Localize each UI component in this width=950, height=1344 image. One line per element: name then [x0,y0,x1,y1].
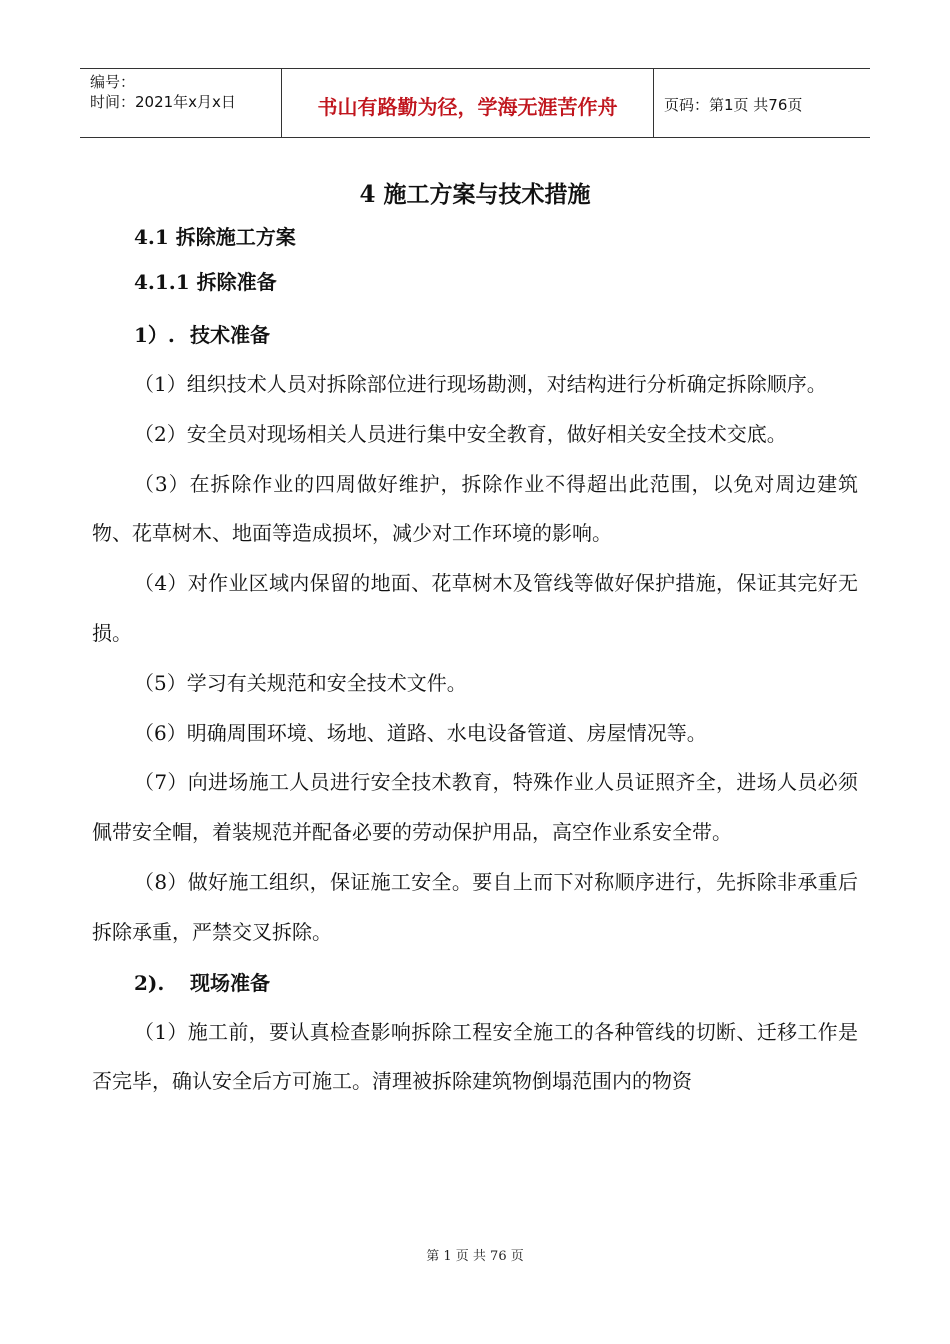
block-number: 2). [134,970,165,995]
header-motto: 书山有路勤为径，学海无涯苦作舟 [282,69,654,137]
subsection-heading: 4.1.1 拆除准备 [134,270,277,294]
paragraph: （3）在拆除作业的四周做好维护，拆除作业不得超出此范围，以免对周边建筑物、花草树木、地面等造成损坏，减少对工作环境的影响。 [92,471,858,546]
paragraph: （4）对作业区域内保留的地面、花草树木及管线等做好保护措施，保证其完好无损。 [92,571,858,645]
time-label: 时间：2021年x月x日 [90,93,236,111]
block-number: 1）. [134,323,175,347]
document-body [92,220,858,1107]
chapter-title: 4 施工方案与技术措施 [359,181,591,208]
paragraph: （2）安全员对现场相关人员进行集中安全教育，做好相关安全技术交底。 [134,421,787,446]
block-heading-technical [134,310,858,360]
header-meta [80,69,282,137]
block-title: 现场准备 [190,970,270,995]
block-heading-site [134,958,858,1008]
paragraph: （8）做好施工组织，保证施工安全。要自上而下对称顺序进行，先拆除非承重后拆除承重，严禁交叉拆除。 [92,869,858,944]
paragraph: （6）明确周围环境、场地、道路、水电设备管道、房屋情况等。 [134,720,707,745]
page-footer: 第 1 页 共 76 页 [426,1249,524,1264]
page-header [80,68,870,138]
number-label: 编号： [90,73,136,91]
block-title: 技术准备 [190,323,270,347]
paragraph: （1）组织技术人员对拆除部位进行现场勘测，对结构进行分析确定拆除顺序。 [134,372,827,396]
header-page-info: 页码：第1页 共76页 [664,95,803,114]
paragraph: （1）施工前，要认真检查影响拆除工程安全施工的各种管线的切断、迁移工作是否完毕，确认安全后方可施工。清理被拆除建筑物倒塌范围内的物资 [92,1019,858,1094]
paragraph: （5）学习有关规范和安全技术文件。 [134,670,467,695]
paragraph: （7）向进场施工人员进行安全技术教育，特殊作业人员证照齐全，进场人员必须佩带安全帽，着装规范并配备必要的劳动保护用品，高空作业系安全带。 [92,770,858,845]
section-heading: 4.1 拆除施工方案 [134,225,296,249]
